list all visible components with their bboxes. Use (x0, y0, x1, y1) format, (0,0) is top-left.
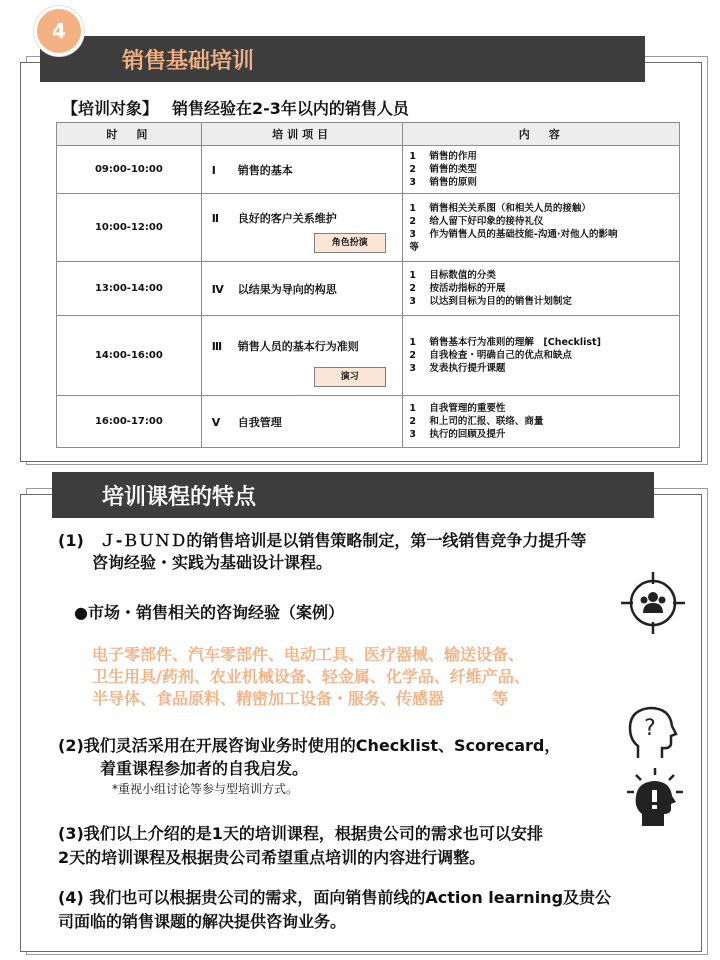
content-line-number: 等 (409, 241, 419, 253)
industry-line2: 卫生用具/药剂、农业机械设备、轻金属、化学品、纤维产品、 (92, 667, 530, 686)
content-line-text: 销售相关关系图（和相关人员的接触） (429, 202, 591, 214)
content-line-text: 以达到目标为目的的销售计划制定 (429, 296, 572, 307)
row-roman-numeral: Ⅱ (211, 211, 220, 225)
header-time: 时 间 (57, 123, 202, 146)
content-line (409, 241, 673, 254)
content-line-number: 1 (409, 202, 417, 214)
row-item-label: 自我管理 (237, 415, 282, 429)
content-line-number: 2 (409, 283, 417, 294)
row-item-label: 销售的基本 (237, 163, 293, 177)
row-training-item (201, 316, 403, 396)
row-time: 14:00-16:00 (57, 316, 202, 396)
content-line-text: 发表执行提升课题 (429, 363, 506, 374)
header-item: 培训项目 (201, 123, 403, 146)
activity-tag: 角色扮演 (314, 233, 386, 253)
content-line-number: 1 (409, 403, 417, 414)
content-line (409, 215, 673, 228)
content-line-number: 3 (409, 429, 417, 440)
row-content (403, 146, 680, 194)
feature-4-line2: 司面临的销售课题的解决提供咨询业务。 (58, 912, 347, 931)
row-time: 13:00-14:00 (57, 262, 202, 316)
consulting-bullet: ●市场・销售相关的咨询经验（案例） (74, 603, 344, 622)
industry-line3: 半导体、食品原料、精密加工设备・服务、传感器 等 (92, 689, 509, 708)
content-line-text: 作为销售人员的基础技能-沟通·对他人的影响 (429, 228, 618, 240)
content-line-number: 2 (409, 350, 417, 361)
feature-1-line2: 咨询经验・实践为基础设计课程。 (92, 553, 333, 572)
schedule-table (56, 122, 680, 448)
header-content: 内 容 (403, 123, 680, 146)
content-line (409, 415, 673, 428)
row-roman-numeral: Ⅰ (211, 163, 216, 177)
feature-2-note: *重视小组讨论等参与型培训方式。 (112, 782, 299, 796)
feature-1 (58, 530, 586, 574)
row-time: 16:00-17:00 (57, 396, 202, 448)
content-line-number: 2 (409, 164, 417, 175)
feature-3-line1: (3)我们以上介绍的是1天的培训课程，根据贵公司的需求也可以安排 (58, 824, 543, 843)
row-training-item (201, 396, 403, 448)
row-roman-numeral: Ⅴ (211, 415, 221, 429)
content-line (409, 295, 673, 308)
content-line-number: 1 (409, 270, 417, 281)
row-item-label: 销售人员的基本行为准则 (237, 339, 359, 353)
content-line (409, 336, 673, 349)
row-training-item (201, 262, 403, 316)
feature-2-line2: 着重课程参加者的自我启发。 (100, 759, 309, 778)
row-item-label: 良好的客户关系维护 (237, 211, 337, 225)
row-content (403, 396, 680, 448)
row-item-label: 以结果为导向的构思 (237, 282, 337, 296)
section2-title: 培训课程的特点 (102, 484, 257, 510)
content-line-text: 销售的作用 (429, 151, 477, 162)
content-line (409, 150, 673, 163)
table-row (57, 194, 680, 262)
row-content (403, 262, 680, 316)
row-time: 09:00-10:00 (57, 146, 202, 194)
table-row (57, 316, 680, 396)
content-line-text: 销售的原则 (429, 177, 477, 188)
section2-title-bar (52, 472, 654, 518)
content-line (409, 282, 673, 295)
row-roman-numeral: Ⅲ (211, 339, 223, 353)
content-line-number: 3 (409, 228, 417, 240)
content-line-number: 1 (409, 337, 417, 348)
feature-3 (58, 822, 543, 870)
idea-head-icon (624, 766, 686, 828)
content-line (409, 176, 673, 189)
target-audience (62, 96, 409, 119)
row-training-item (201, 146, 403, 194)
question-head-icon (626, 704, 678, 760)
feature-3-line2: 2天的培训课程及根据贵公司希望重点培训的内容进行调整。 (58, 848, 486, 867)
industry-list (92, 644, 530, 710)
content-line (409, 228, 673, 241)
content-line-number: 3 (409, 363, 417, 374)
content-line-text: 按活动指标的开展 (429, 283, 506, 294)
content-line-text: 和上司的汇报、联络、商量 (429, 416, 544, 427)
content-line-text: 销售的类型 (429, 164, 477, 175)
row-training-item (201, 194, 403, 262)
content-line-number: 1 (409, 151, 417, 162)
content-line (409, 349, 673, 362)
row-content (403, 316, 680, 396)
table-row (57, 262, 680, 316)
content-line-number: 3 (409, 177, 417, 188)
section1-title-bar (40, 36, 645, 82)
feature-2 (58, 734, 560, 780)
content-line (409, 163, 673, 176)
content-line (409, 202, 673, 215)
row-time: 10:00-12:00 (57, 194, 202, 262)
feature-4-line1: (4) 我们也可以根据贵公司的需求，面向销售前线的Action learning及贵公 (58, 888, 612, 907)
industry-line1: 电子零部件、汽车零部件、电动工具、医疗器械、输送设备、 (92, 645, 525, 664)
target-person-icon (618, 570, 688, 636)
activity-tag: 演习 (314, 367, 386, 387)
content-line-text: 销售基本行为准则的理解 [Checklist] (429, 337, 601, 348)
row-content (403, 194, 680, 262)
content-line-text: 自我检查・明确自己的优点和缺点 (429, 350, 572, 361)
table-header-row (57, 123, 680, 146)
content-line-text: 执行的回顾及提升 (429, 429, 506, 440)
content-line-text: 目标数值的分类 (429, 270, 496, 281)
content-line-number: 3 (409, 296, 417, 307)
section-number-badge: 4 (34, 6, 84, 56)
table-row (57, 396, 680, 448)
content-line (409, 269, 673, 282)
content-line-text: 自我管理的重要性 (429, 403, 506, 414)
content-line-number: 2 (409, 416, 417, 427)
target-label: 【培训对象】 (62, 99, 159, 118)
target-text: 销售经验在2-3年以内的销售人员 (172, 99, 409, 118)
content-line-text: 给人留下好印象的接待礼仪 (429, 215, 544, 227)
feature-2-line1: (2)我们灵活采用在开展咨询业务时使用的Checklist、Scorecard， (58, 736, 561, 755)
content-line (409, 428, 673, 441)
content-line (409, 362, 673, 375)
row-roman-numeral: Ⅳ (211, 282, 224, 296)
table-row (57, 146, 680, 194)
section1-title: 销售基础培训 (122, 48, 255, 74)
content-line-number: 2 (409, 215, 417, 227)
content-line (409, 402, 673, 415)
svg-text:?: ? (644, 716, 656, 741)
feature-1-line1: (1) Ｊ‐ＢＵＮＤ的销售培训是以销售策略制定，第一线销售竞争力提升等 (58, 531, 587, 550)
feature-4 (58, 886, 611, 934)
